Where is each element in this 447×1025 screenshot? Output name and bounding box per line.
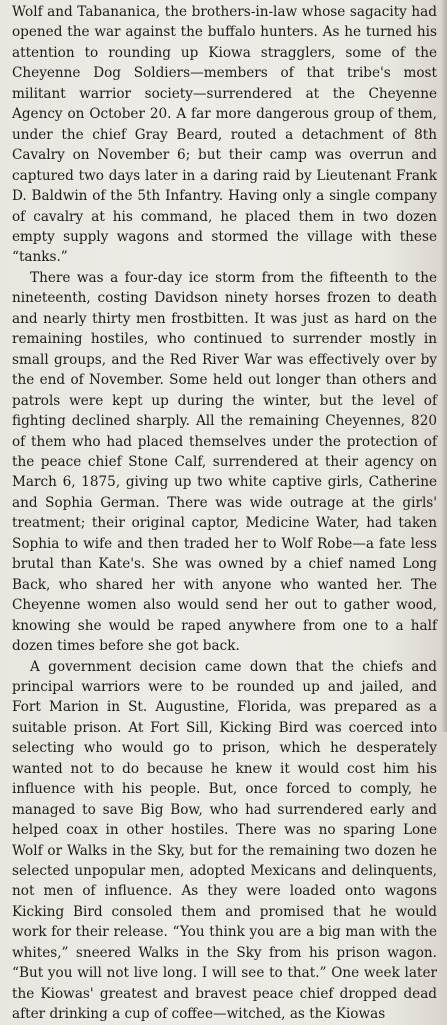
paragraph-ice-storm: There was a four-day ice storm from the fifteenth to the nineteenth, costing Davidson ninety horses frozen to death and nearly thirty men frostbitten. It was just as hard on the remaining hostiles, who continued to surrender mostly in small groups, and the Red River War was effectively over by the end of November. Some held out longer than others and patrols were kept up during the winter, but the level of fighting declined sharply. All the remaining Cheyennes, 820 of them who had placed themselves under the protection of the peace chief Stone Calf, surrendered at their agency on March 6, 1875, giving up two white captive girls, Catherine and Sophia German. There was wide outrage at the girls' treatment; their original captor, Medicine Water, had taken Sophia to wife and then traded her to Wolf Robe—a fate less brutal than Kate's. She was owned by a chief named Long Back, who shared her with anyone who wanted her. The Cheyenne women also would send her out to gather wood, knowing she would be raped anywhere from one to a half dozen times before she got back.: [12, 269, 437, 655]
paragraph-government-decision: A government decision came down that the chiefs and principal warriors were to be rounded up and jailed, and Fort Marion in St. Augustine, Florida, was prepared as a suitable prison. At Fort Sill, Kicking Bird was coerced into selecting who would go to prison, which he desperately wanted not to do because he knew it would cost him his influence with his people. But, once forced to comply, he managed to save Big Bow, who had surrendered early and helped coax in other hostiles. There was no sparing Lone Wolf or Walks in the Sky, but for the remaining two dozen he selected unpopular men, adopted Mexicans and delinquents, not men of influence. As they were loaded onto wagons Kicking Bird consoled them and promised that he would work for their release. “You think you are a big man with the whites,” sneered Walks in the Sky from his prison wagon. “But you will not live long. I will see to that.” One week later the Kiowas' greatest and bravest peace chief dropped dead after drinking a cup of coffee—witched, as the Kiowas: [12, 658, 437, 1023]
paragraph-continuation: Wolf and Tabananica, the brothers-in-law whose sagacity had opened the war against the buffalo hunters. As he turned his attention to rounding up Kiowa stragglers, some of the Cheyenne Dog Soldiers—members of that tribe's most militant warrior society—surrendered at the Cheyenne Agency on October 20. A far more dangerous group of them, under the chief Gray Beard, routed a detachment of 8th Cavalry on November 6; but their camp was overrun and captured two days later in a daring raid by Lieutenant Frank D. Baldwin of the 5th Infantry. Having only a single company of cavalry at his command, he placed them in two dozen empty supply wagons and stormed the village with these “tanks.”: [12, 4, 437, 266]
page-edge-shadow: [441, 0, 447, 732]
